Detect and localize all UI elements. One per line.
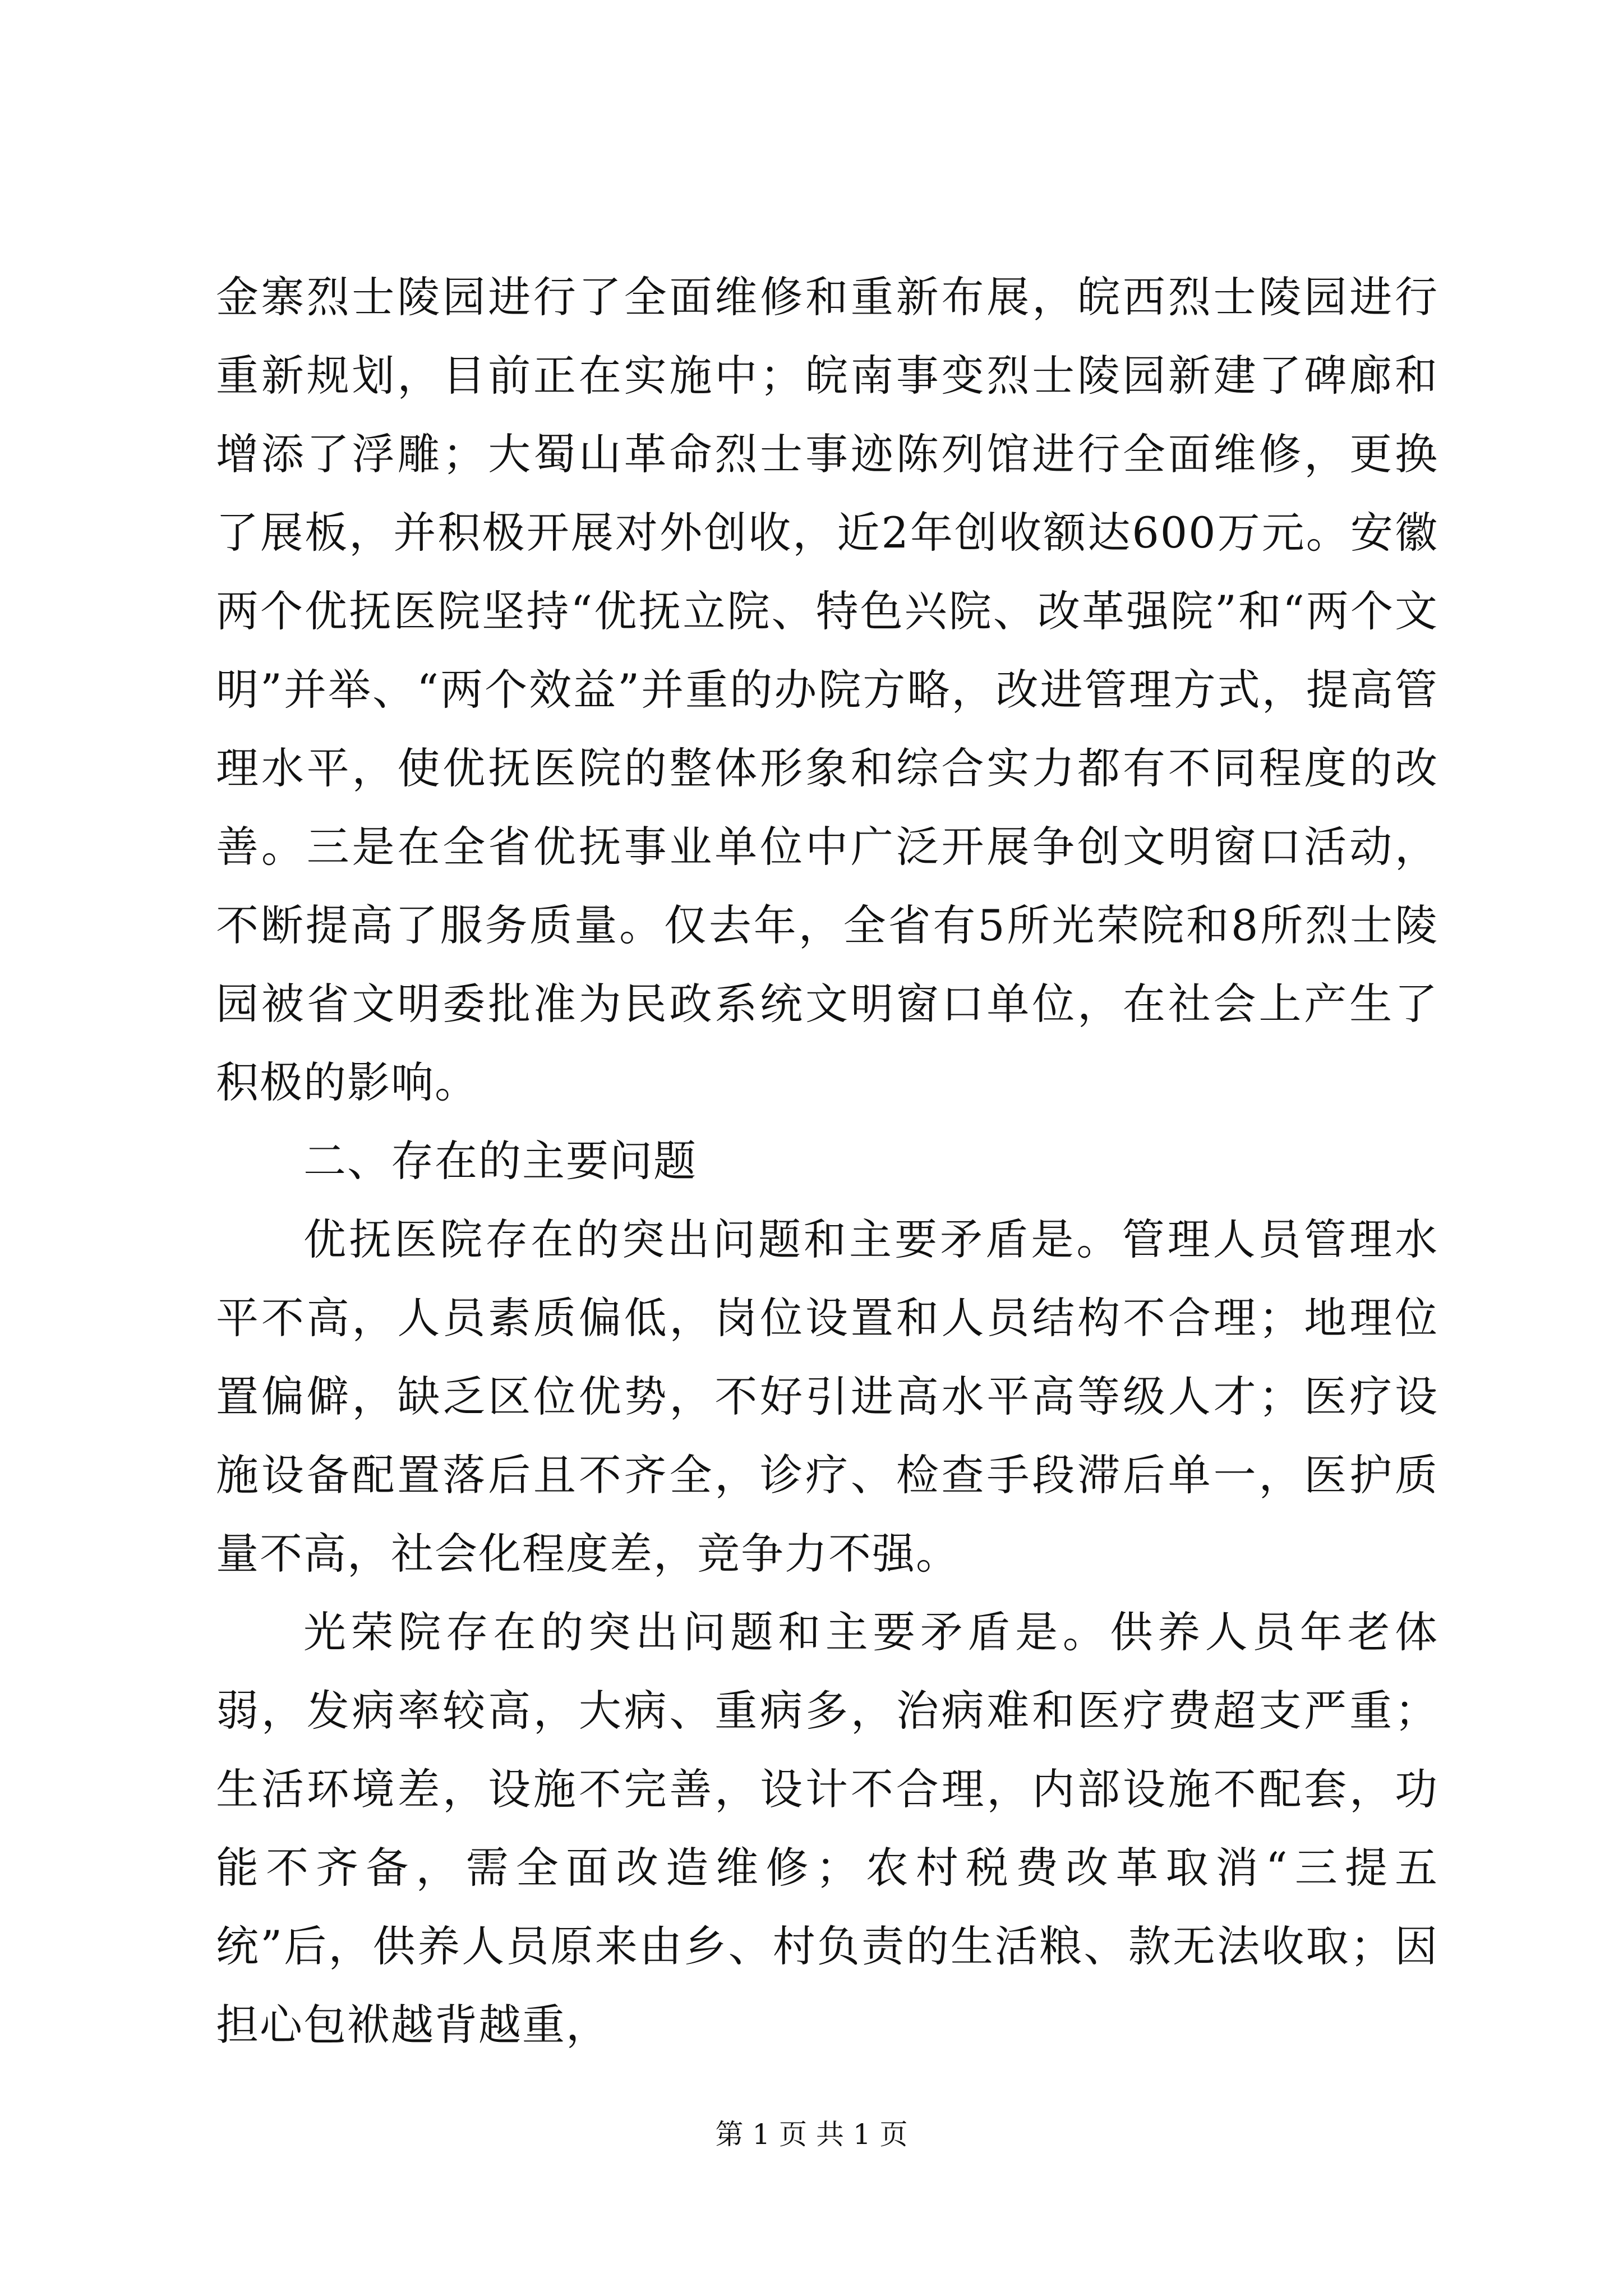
section-heading: 二、存在的主要问题 — [303, 1136, 697, 1186]
paragraph-honor-home-issues: 光荣院存在的突出问题和主要矛盾是。供养人员年老体弱，发病率较高，大病、重病多，治病难和医疗费超支严重；生活环境差，设施不完善，设计不合理，内部设施不配套，功能不齐备，需全面改造维修；农村税费改革取消“三提五统”后，供养人员原来由乡、村负责的生活粮、款无法收取；因担心包袱越背越重， — [216, 1607, 1438, 2050]
document-body — [216, 258, 1438, 2064]
page-footer: 第 1 页 共 1 页 — [715, 2118, 908, 2151]
paragraph-hospital-issues: 优抚医院存在的突出问题和主要矛盾是。管理人员管理水平不高，人员素质偏低，岗位设置和人员结构不合理；地理位置偏僻，缺乏区位优势，不好引进高水平高等级人才；医疗设施设备配置落后且不齐全，诊疗、检查手段滞后单一，医护质量不高，社会化程度差，竞争力不强。 — [216, 1214, 1438, 1579]
paragraph-continued: 金寨烈士陵园进行了全面维修和重新布展，皖西烈士陵园进行重新规划，目前正在实施中；皖南事变烈士陵园新建了碑廊和增添了浮雕；大蜀山革命烈士事迹陈列馆进行全面维修，更换了展板，并积极开展对外创收，近2年创收额达600万元。安徽两个优抚医院坚持“优抚立院、特色兴院、改革强院”和“两个文明”并举、“两个效益”并重的办院方略，改进管理方式，提高管理水平，使优抚医院的整体形象和综合实力都有不同程度的改善。三是在全省优抚事业单位中广泛开展争创文明窗口活动，不断提高了服务质量。仅去年，全省有5所光荣院和8所烈士陵园被省文明委批准为民政系统文明窗口单位，在社会上产生了积极的影响。 — [216, 272, 1438, 1107]
